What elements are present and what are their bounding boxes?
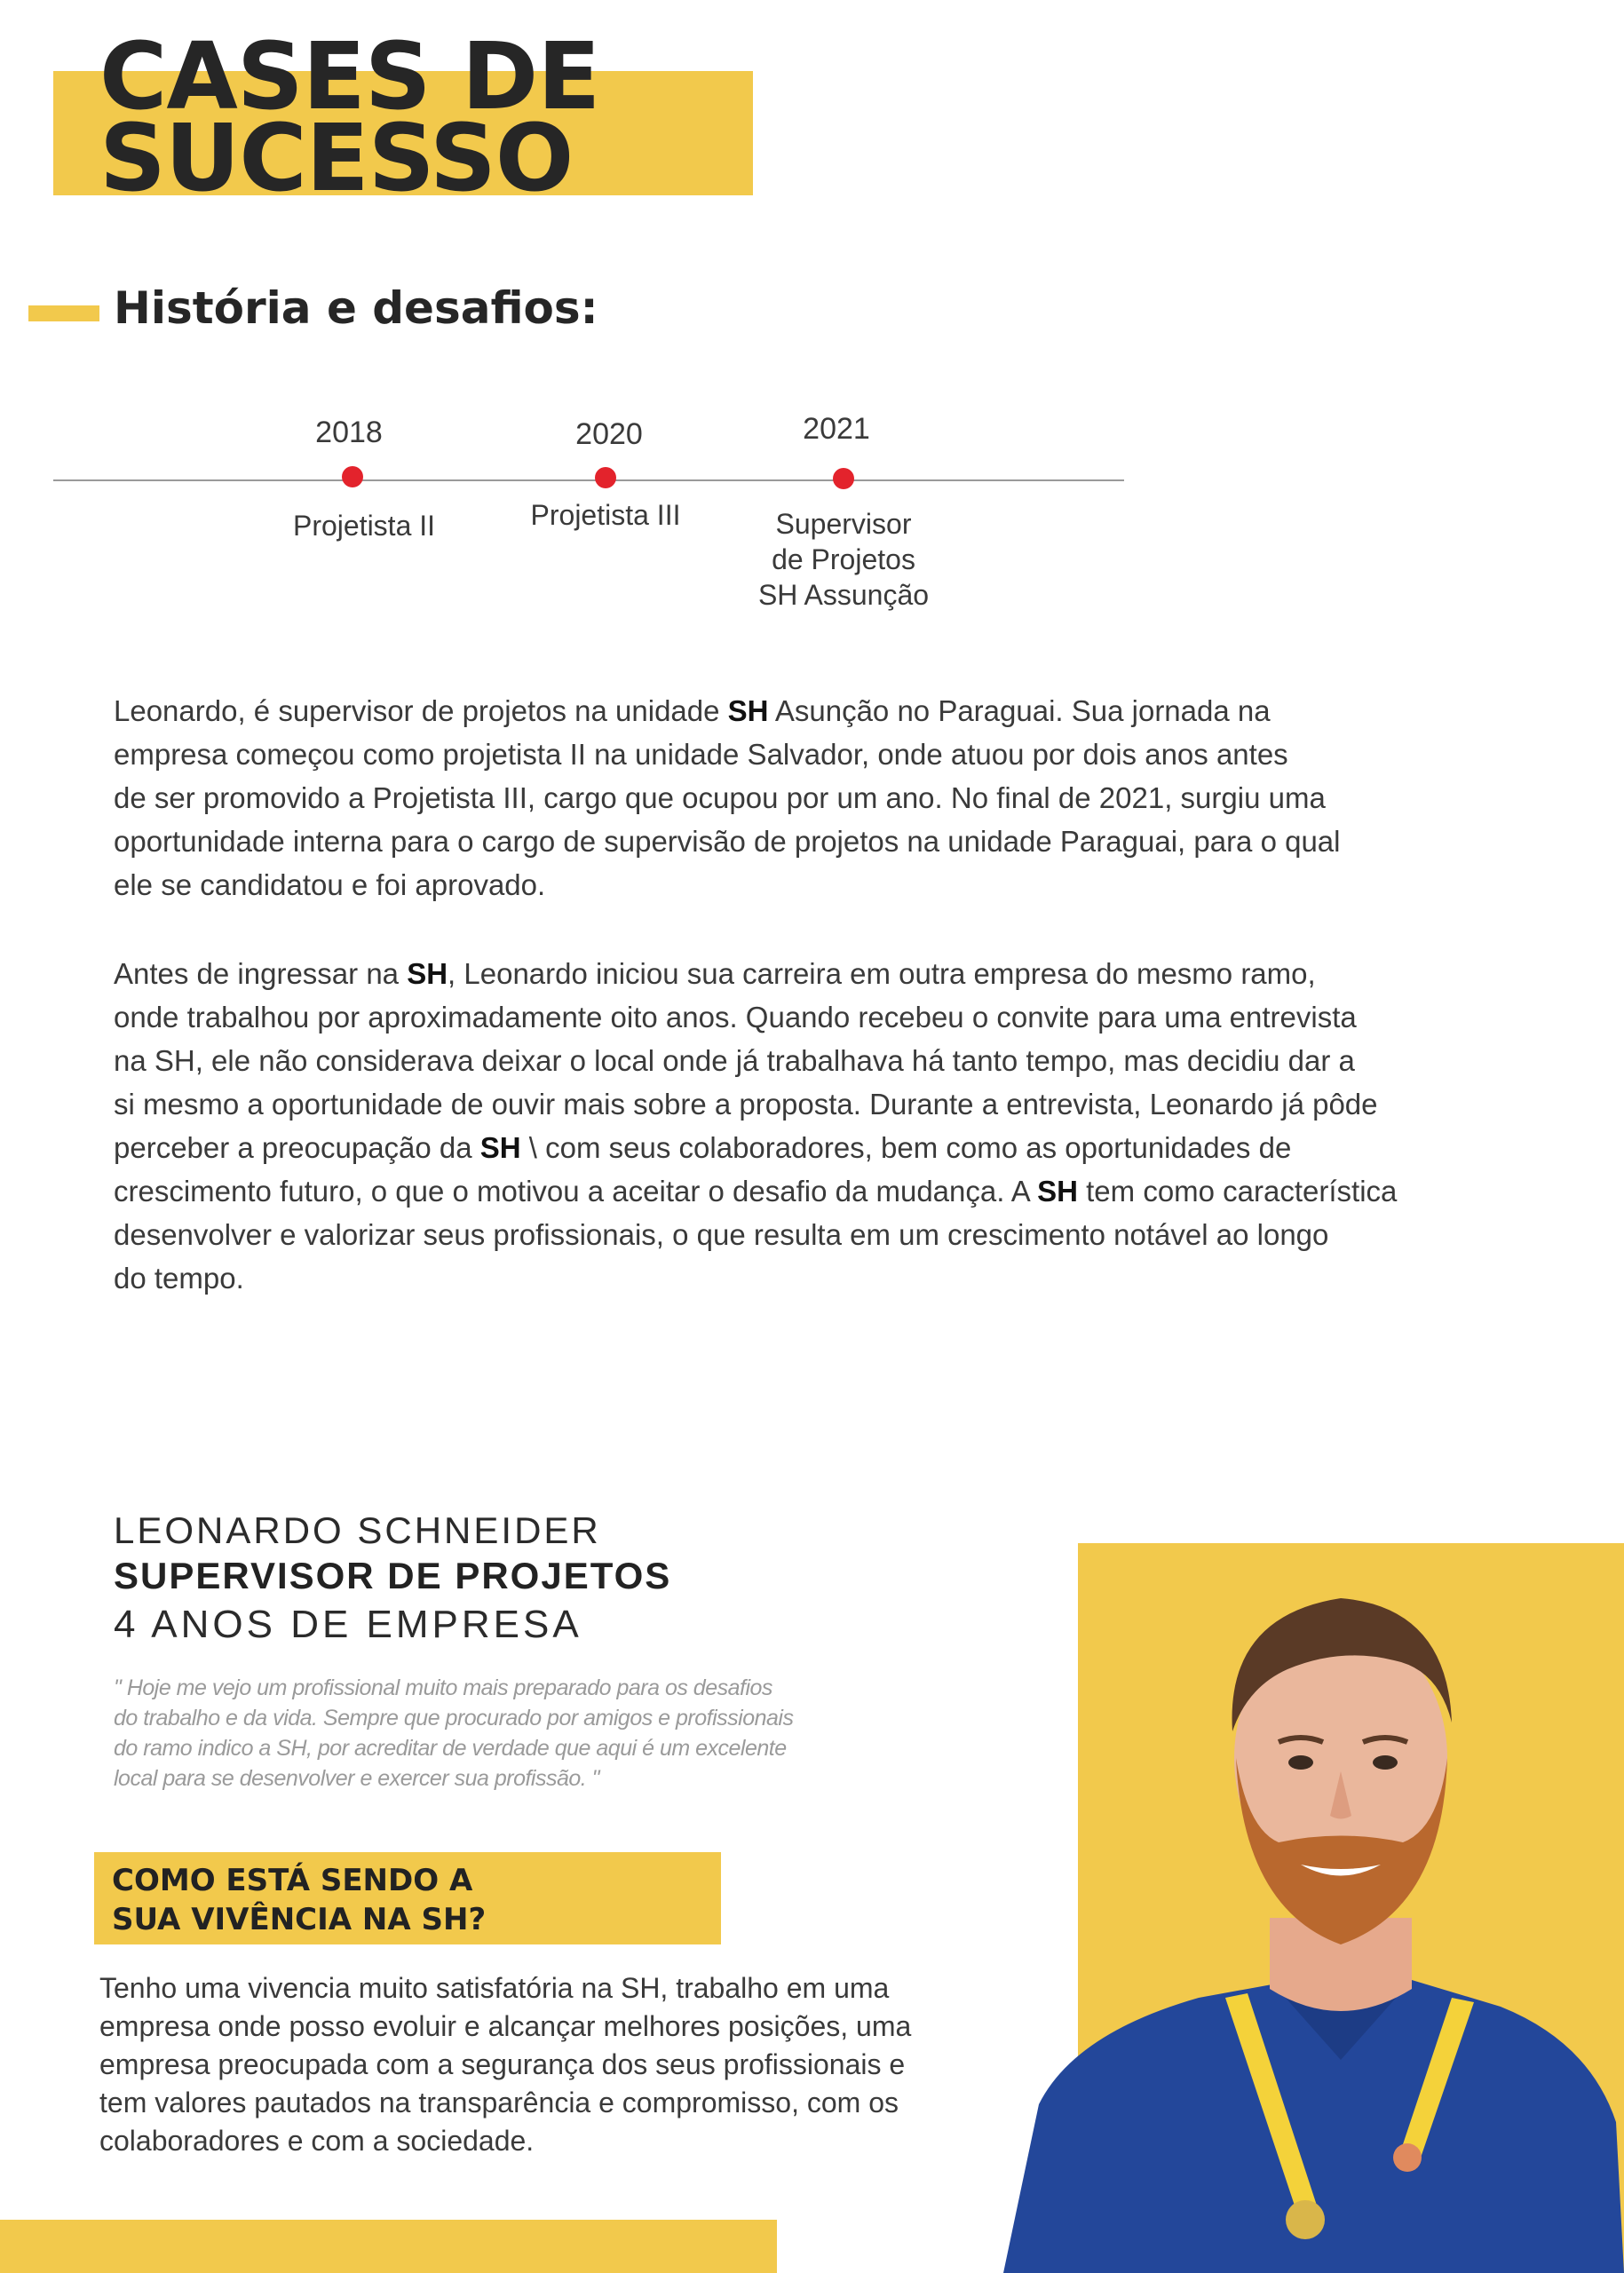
story-paragraph-1 xyxy=(114,689,1517,907)
timeline-label-2018: Projetista II xyxy=(292,510,436,542)
story-p2-line: perceber a preocupação da SH \ com seus colaboradores, bem como as oportunidades de xyxy=(114,1131,1292,1164)
section-marker xyxy=(28,305,99,321)
story-paragraph-2 xyxy=(114,952,1517,1300)
question-line-1: COMO ESTÁ SENDO A xyxy=(112,1863,473,1898)
question-heading xyxy=(112,1861,486,1939)
page-title-line-2: SUCESSO xyxy=(99,104,574,212)
timeline-label-2020: Projetista III xyxy=(530,499,681,531)
story-p2-line: si mesmo a oportunidade de ouvir mais sobre a proposta. Durante a entrevista, Leonardo já pôde xyxy=(114,1088,1378,1121)
answer-line: empresa onde posso evoluir e alcançar melhores posições, uma xyxy=(99,2010,912,2042)
timeline-year-2018: 2018 xyxy=(315,416,383,449)
quote-line: do trabalho e da vida. Sempre que procurado por amigos e profissionais xyxy=(114,1706,794,1730)
timeline-dot-2018 xyxy=(342,466,363,487)
story-p2-line: na SH, ele não considerava deixar o local onde já trabalhava há tanto tempo, mas decidiu dar a xyxy=(114,1044,1355,1077)
employee-portrait xyxy=(1003,1536,1624,2273)
quote-line: " Hoje me vejo um profissional muito mais preparado para os desafios xyxy=(114,1675,772,1700)
answer-line: colaboradores e com a sociedade. xyxy=(99,2125,535,2157)
story-p2-line: Antes de ingressar na SH, Leonardo iniciou sua carreira em outra empresa do mesmo ramo, xyxy=(114,957,1316,990)
quote-line: local para se desenvolver e exercer sua profissão. " xyxy=(114,1766,600,1791)
story-p1-line: de ser promovido a Projetista III, cargo que ocupou por um ano. No final de 2021, surgiu uma xyxy=(114,781,1326,814)
employee-tenure: 4 ANOS DE EMPRESA xyxy=(114,1603,582,1646)
answer-line: tem valores pautados na transparência e compromisso, com os xyxy=(99,2087,899,2119)
testimonial-quote xyxy=(114,1673,842,1794)
page-title xyxy=(99,22,600,212)
timeline-label-2021-line-1: Supervisor xyxy=(775,508,912,540)
story-p1-line: empresa começou como projetista II na unidade Salvador, onde atuou por dois anos antes xyxy=(114,738,1288,771)
story-p2-line: do tempo. xyxy=(114,1262,244,1295)
page-title-line-1: CASES DE xyxy=(99,22,600,131)
section-title: História e desafios: xyxy=(114,282,598,334)
timeline-dot-2020 xyxy=(595,467,616,488)
story-p2-line: onde trabalhou por aproximadamente oito anos. Quando recebeu o convite para uma entrevista xyxy=(114,1001,1357,1034)
story-p2-line: crescimento futuro, o que o motivou a aceitar o desafio da mudança. A SH tem como característica xyxy=(114,1175,1398,1208)
quote-line: do ramo indico a SH, por acreditar de verdade que aqui é um excelente xyxy=(114,1736,787,1761)
timeline-year-2020: 2020 xyxy=(575,417,643,451)
story-p2-line: desenvolver e valorizar seus profissionais, o que resulta em um crescimento notável ao longo xyxy=(114,1218,1329,1251)
timeline-line xyxy=(53,479,1124,481)
story-p1-line: ele se candidatou e foi aprovado. xyxy=(114,868,546,901)
answer-line: empresa preocupada com a segurança dos seus profissionais e xyxy=(99,2048,906,2080)
timeline-label-2021-line-2: de Projetos xyxy=(772,543,915,575)
answer-text xyxy=(99,1969,952,2160)
question-line-2: SUA VIVÊNCIA NA SH? xyxy=(112,1902,487,1937)
story-p1-line: oportunidade interna para o cargo de supervisão de projetos na unidade Paraguai, para o qual xyxy=(114,825,1341,858)
footer-bar xyxy=(0,2220,777,2273)
timeline-dot-2021 xyxy=(833,468,854,489)
answer-line: Tenho uma vivencia muito satisfatória na SH, trabalho em uma xyxy=(99,1972,890,2004)
employee-role: SUPERVISOR DE PROJETOS xyxy=(114,1555,672,1596)
timeline-year-2021: 2021 xyxy=(803,412,870,446)
timeline-label-2021 xyxy=(710,506,977,613)
story-p1-line: Leonardo, é supervisor de projetos na unidade SH Asunção no Paraguai. Sua jornada na xyxy=(114,694,1271,727)
employee-name: LEONARDO SCHNEIDER xyxy=(114,1509,601,1551)
timeline-label-2021-line-3: SH Assunção xyxy=(757,579,930,611)
